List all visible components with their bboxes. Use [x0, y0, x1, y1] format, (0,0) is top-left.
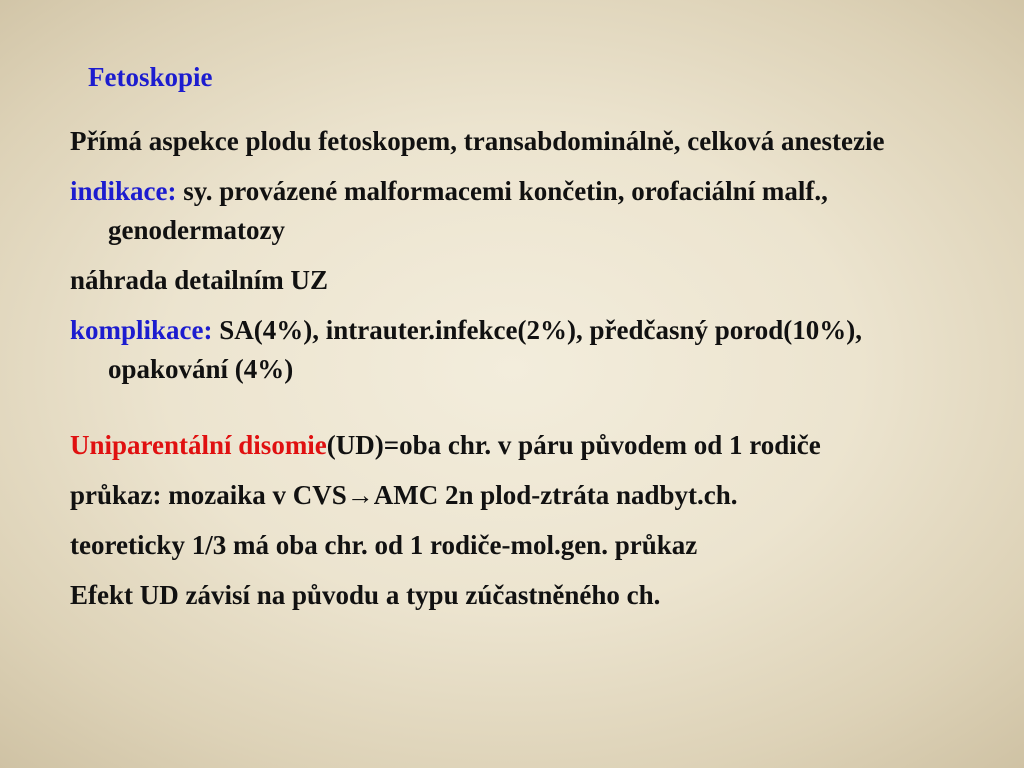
paragraph-theoretical: [70, 526, 970, 565]
paragraph-text: SA(4%), intrauter.infekce(2%), předčasný porod(10%), opakování (4%): [108, 315, 862, 384]
paragraph-text: (UD)=oba chr. v páru původem od 1 rodiče: [326, 430, 821, 460]
complications-label: komplikace:: [70, 315, 213, 345]
paragraph-text: náhrada detailním UZ: [70, 265, 329, 295]
paragraph-uniparental-disomy: [70, 426, 970, 465]
paragraph-text: průkaz: mozaika v CVS→AMC 2n plod-ztráta nadbyt.ch.: [70, 480, 738, 510]
paragraph-text: sy. provázené malformacemi končetin, orofaciální malf., genodermatozy: [108, 176, 828, 245]
paragraph-text: Efekt UD závisí na původu a typu zúčastněného ch.: [70, 580, 661, 610]
paragraph-text: Přímá aspekce plodu fetoskopem, transabdominálně, celková anestezie: [70, 126, 885, 156]
paragraph-complications: [70, 311, 970, 389]
slide-body: [70, 122, 970, 626]
indications-label: indikace:: [70, 176, 177, 206]
paragraph-indications: [70, 172, 970, 250]
paragraph-effect: [70, 576, 970, 615]
uniparental-disomy-label: Uniparentální disomie: [70, 430, 327, 460]
paragraph-text: teoreticky 1/3 má oba chr. od 1 rodiče-mol.gen. průkaz: [70, 530, 698, 560]
paragraph-fetoscopy-definition: [70, 122, 970, 161]
paragraph-proof: [70, 476, 970, 515]
slide-title: Fetoskopie: [88, 62, 213, 92]
paragraph-replacement: [70, 261, 970, 300]
